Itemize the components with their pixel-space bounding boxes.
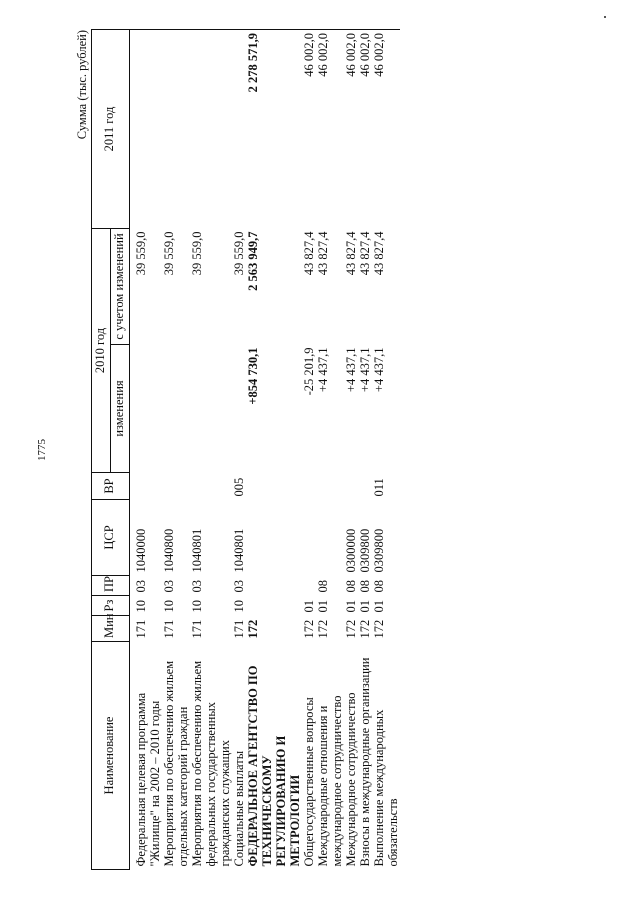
row-min: 172 bbox=[343, 619, 358, 639]
table-body bbox=[129, 29, 400, 869]
header-csr: ЦСР bbox=[92, 500, 130, 576]
row-name: Международное сотрудничество bbox=[343, 692, 358, 867]
row-pr: 08 bbox=[371, 580, 386, 593]
row-changes bbox=[232, 345, 246, 473]
row-rz: 01 bbox=[343, 600, 358, 613]
row-rz: 01 bbox=[371, 600, 386, 613]
header-changes: изменения bbox=[110, 345, 129, 473]
row-pr: 03 bbox=[189, 580, 204, 593]
row-vr bbox=[344, 473, 358, 500]
row-name: ФЕДЕРАЛЬНОЕ АГЕНТСТВО ПО ТЕХНИЧЕСКОМУ РЕГУЛИРОВАНИЮ И МЕТРОЛОГИИ bbox=[245, 665, 302, 867]
row-pr bbox=[302, 576, 316, 596]
row-rz: 01 bbox=[315, 600, 330, 613]
header-pr: ПР bbox=[92, 576, 130, 596]
row-rz bbox=[246, 596, 302, 616]
row-2011: 46 002,0 bbox=[316, 29, 344, 228]
row-with-changes: 39 559,0 bbox=[161, 231, 176, 276]
header-vr: ВР bbox=[92, 473, 130, 500]
row-name: Общегосударственные вопросы bbox=[301, 697, 316, 867]
row-2011 bbox=[129, 29, 162, 228]
table-row bbox=[344, 29, 358, 869]
row-min: 171 bbox=[133, 619, 148, 639]
row-pr: 03 bbox=[133, 580, 148, 593]
header-rz: Рз bbox=[92, 596, 130, 616]
row-rz: 10 bbox=[231, 600, 246, 613]
row-vr: 011 bbox=[371, 478, 386, 497]
row-changes: +4 437,1 bbox=[371, 347, 386, 393]
header-min: Мин bbox=[92, 616, 130, 642]
row-changes: +4 437,1 bbox=[315, 347, 330, 393]
row-csr bbox=[302, 500, 316, 576]
row-vr bbox=[162, 473, 190, 500]
table-row bbox=[316, 29, 344, 869]
row-2011 bbox=[190, 29, 232, 228]
row-csr: 0309800 bbox=[357, 528, 372, 573]
table-row bbox=[129, 29, 162, 869]
table-row bbox=[190, 29, 232, 869]
row-with-changes: 2 563 949,7 bbox=[245, 231, 260, 291]
row-2011 bbox=[162, 29, 190, 228]
row-pr: 08 bbox=[357, 580, 372, 593]
row-csr: 1040000 bbox=[133, 528, 148, 573]
row-min: 171 bbox=[231, 619, 246, 639]
row-rz: 01 bbox=[357, 600, 372, 613]
row-rz: 10 bbox=[189, 600, 204, 613]
row-rz: 10 bbox=[161, 600, 176, 613]
row-name: Международные отношения и международное сотрудничество bbox=[315, 695, 344, 867]
row-min: 172 bbox=[357, 619, 372, 639]
row-name: Взносы в международные организации bbox=[357, 657, 372, 867]
row-changes: +4 437,1 bbox=[357, 347, 372, 393]
row-with-changes: 43 827,4 bbox=[301, 231, 316, 276]
row-with-changes: 39 559,0 bbox=[133, 231, 148, 276]
row-name: Выполнение международных обязательств bbox=[371, 709, 400, 867]
row-min: 172 bbox=[245, 619, 260, 639]
table-row bbox=[372, 29, 400, 869]
row-csr: 1040801 bbox=[189, 528, 204, 573]
table-row bbox=[162, 29, 190, 869]
row-2011 bbox=[232, 29, 246, 228]
table-row bbox=[358, 29, 372, 869]
row-name: Мероприятия по обеспечению жильем отдельных категорий граждан bbox=[161, 660, 190, 867]
row-changes bbox=[129, 345, 162, 473]
row-with-changes: 43 827,4 bbox=[357, 231, 372, 276]
row-vr bbox=[129, 473, 162, 500]
row-pr: 03 bbox=[161, 580, 176, 593]
row-name: Социальные выплаты bbox=[231, 750, 246, 867]
scan-mark bbox=[604, 16, 606, 18]
row-csr: 1040801 bbox=[231, 528, 246, 573]
row-csr: 1040800 bbox=[161, 528, 176, 573]
row-csr: 0309800 bbox=[371, 528, 386, 573]
row-csr bbox=[316, 500, 344, 576]
row-changes: +854 730,1 bbox=[245, 347, 260, 405]
row-2011: 46 002,0 bbox=[344, 29, 358, 228]
row-vr bbox=[302, 473, 316, 500]
row-pr: 03 bbox=[231, 580, 246, 593]
row-with-changes: 39 559,0 bbox=[231, 231, 246, 276]
row-vr: 005 bbox=[231, 477, 246, 497]
row-pr bbox=[246, 576, 302, 596]
rotated-page-content bbox=[74, 30, 634, 870]
row-vr bbox=[246, 473, 302, 500]
row-vr bbox=[316, 473, 344, 500]
table-row bbox=[302, 29, 316, 869]
row-vr bbox=[358, 473, 372, 500]
row-rz: 01 bbox=[301, 600, 316, 613]
row-with-changes: 43 827,4 bbox=[315, 231, 330, 276]
row-min: 172 bbox=[315, 619, 330, 639]
row-changes bbox=[190, 345, 232, 473]
row-with-changes: 43 827,4 bbox=[343, 231, 358, 276]
header-with-changes: с учетом изменений bbox=[110, 228, 129, 344]
row-changes: +4 437,1 bbox=[343, 347, 358, 393]
row-changes bbox=[162, 345, 190, 473]
row-name: Мероприятия по обеспечению жильем федеральных государственных гражданских служащих bbox=[189, 660, 232, 867]
row-with-changes: 39 559,0 bbox=[189, 231, 204, 276]
table-row bbox=[232, 29, 246, 869]
row-min: 172 bbox=[371, 619, 386, 639]
row-2011: 46 002,0 bbox=[358, 29, 372, 228]
units-label: Сумма (тыс. рублей) bbox=[75, 30, 89, 140]
row-rz: 10 bbox=[133, 600, 148, 613]
row-csr bbox=[246, 500, 302, 576]
row-2011: 2 278 571,9 bbox=[246, 29, 302, 228]
row-changes: -25 201,9 bbox=[301, 347, 316, 396]
row-min: 171 bbox=[189, 619, 204, 639]
header-year-2011: 2011 год bbox=[92, 29, 130, 228]
header-name: Наименование bbox=[92, 642, 130, 870]
row-with-changes: 43 827,4 bbox=[371, 231, 386, 276]
row-2011: 46 002,0 bbox=[372, 29, 400, 228]
row-pr: 08 bbox=[343, 580, 358, 593]
table-row bbox=[246, 29, 302, 869]
header-year-2010: 2010 год bbox=[92, 228, 111, 472]
row-2011: 46 002,0 bbox=[302, 29, 316, 228]
page-number: 1775 bbox=[36, 439, 48, 461]
row-vr bbox=[190, 473, 232, 500]
budget-table bbox=[91, 29, 400, 870]
row-name: Федеральная целевая программа "Жилище" на 2002 – 2010 годы bbox=[133, 692, 162, 867]
row-pr: 08 bbox=[315, 580, 330, 593]
row-csr: 0300000 bbox=[343, 528, 358, 573]
row-min: 172 bbox=[301, 619, 316, 639]
header-row-1 bbox=[92, 29, 111, 869]
row-min: 171 bbox=[161, 619, 176, 639]
